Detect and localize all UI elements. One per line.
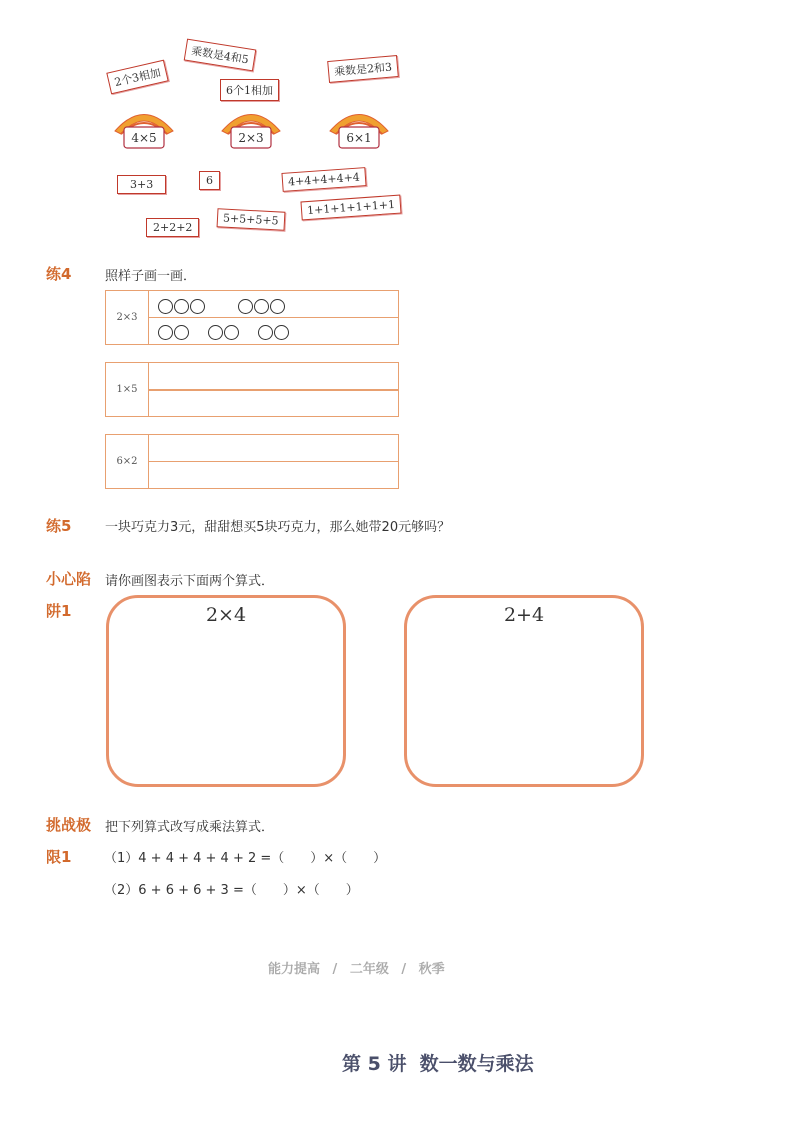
circle-icon <box>190 299 205 314</box>
circle-icon <box>270 299 285 314</box>
card-6: 6 <box>199 171 220 190</box>
trap-drawing-box-left[interactable] <box>106 595 346 787</box>
circle-icon <box>174 299 189 314</box>
trap-prompt: 请你画图表示下面两个算式． <box>105 574 275 589</box>
ex4-row-label: 1×5 <box>106 363 149 416</box>
card-multipliers-2-3: 乘数是2和3 <box>327 55 399 83</box>
challenge-q2: （2）6 + 6 + 6 + 3 =（ ）×（ ） <box>104 883 359 898</box>
challenge-q1: （1）4 + 4 + 4 + 4 + 2 =（ ）×（ ） <box>104 851 387 866</box>
ex4-box-1x5[interactable] <box>105 362 399 417</box>
trap-label-line2: 阱1 <box>46 602 72 620</box>
circle-icon <box>254 299 269 314</box>
card-3plus3: 3+3 <box>117 175 166 194</box>
challenge-prompt: 把下列算式改写成乘法算式． <box>105 820 275 835</box>
circle-icon <box>158 325 173 340</box>
card-5-sum: 5+5+5+5 <box>217 208 286 231</box>
circle-icon <box>238 299 253 314</box>
card-2x3-add: 2个3相加 <box>106 60 168 95</box>
circle-icon <box>208 325 223 340</box>
circle-icon <box>258 325 273 340</box>
card-6x1-add: 6个1相加 <box>220 79 279 101</box>
circle-icon <box>224 325 239 340</box>
ex4-example-box <box>105 290 399 345</box>
lecture-title: 第 5 讲 数一数与乘法 <box>342 1053 534 1075</box>
ex4-example-circles-bottom <box>158 322 290 339</box>
challenge-label-line1: 挑战极 <box>46 816 92 834</box>
footer-sep: / <box>332 962 338 977</box>
ex4-row-label: 2×3 <box>106 291 149 344</box>
ex5-text: 一块巧克力3元，甜甜想买5块巧克力，那么她带20元够吗？ <box>105 520 451 535</box>
footer-season: 秋季 <box>418 962 445 977</box>
house-3-label: 6×1 <box>346 131 372 145</box>
circle-icon <box>274 325 289 340</box>
trap-expr-left: 2×4 <box>205 604 247 626</box>
ex4-label: 练4 <box>46 265 72 283</box>
ex4-divider <box>148 461 398 462</box>
ex4-example-circles-top <box>158 296 286 313</box>
ex5-label: 练5 <box>46 517 72 535</box>
card-1-sum: 1+1+1+1+1+1 <box>300 195 401 221</box>
circle-icon <box>158 299 173 314</box>
footer-breadcrumb <box>268 958 445 977</box>
ex4-prompt: 照样子画一画． <box>105 269 197 284</box>
trap-label-line1: 小心陷 <box>46 570 92 588</box>
ex4-divider <box>148 317 398 318</box>
card-4-sum: 4+4+4+4+4 <box>281 167 366 192</box>
challenge-label-line2: 限1 <box>46 848 72 866</box>
house-1-label: 4×5 <box>131 131 157 145</box>
card-multipliers-4-5: 乘数是4和5 <box>184 39 257 72</box>
ex4-row-label: 6×2 <box>106 435 149 488</box>
footer-grade: 二年级 <box>349 962 389 977</box>
trap-drawing-box-right[interactable] <box>404 595 644 787</box>
house-2-label: 2×3 <box>238 131 264 145</box>
ex4-box-6x2[interactable] <box>105 434 399 489</box>
card-2-sum: 2+2+2 <box>146 218 199 237</box>
trap-expr-right: 2+4 <box>503 604 545 626</box>
ex4-divider <box>148 389 398 391</box>
circle-icon <box>174 325 189 340</box>
footer-sep: / <box>401 962 407 977</box>
footer-course: 能力提高 <box>268 962 321 977</box>
